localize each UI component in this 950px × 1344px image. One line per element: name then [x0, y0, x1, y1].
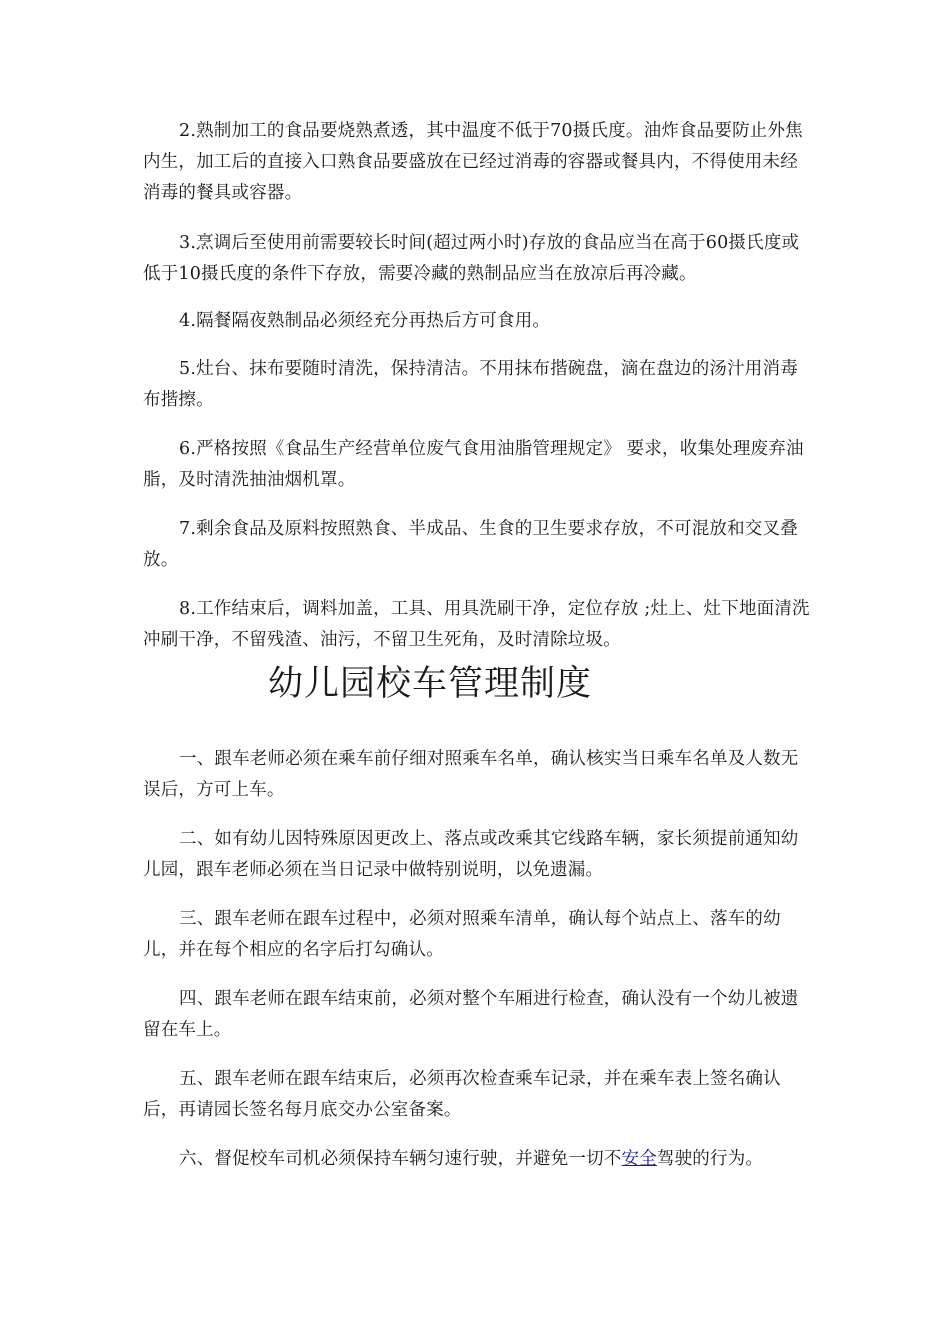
bus-rule-2: 二、如有幼儿因特殊原因更改上、落点或改乘其它线路车辆，家长须提前通知幼儿园，跟车老师必须在当日记录中做特别说明，以免遗漏。: [143, 829, 799, 880]
page-title: 幼儿园校车管理制度: [268, 664, 593, 704]
bus-rule-5: 五、跟车老师在跟车结束后，必须再次检查乘车记录，并在乘车表上签名确认后，再请园长签名每月底交办公室备案。: [143, 1069, 781, 1120]
rule-item-8: 8.工作结束后，调料加盖，工具、用具洗刷干净，定位存放 ;灶上、灶下地面清洗冲刷干净，不留残渣、油污，不留卫生死角，及时清除垃圾。: [143, 599, 810, 650]
rule-item-4: 4.隔餐隔夜熟制品必须经充分再热后方可食用。: [179, 311, 551, 331]
rule-item-3: 3.烹调后至使用前需要较长时间(超过两小时)存放的食品应当在高于60摄氏度或低于10摄氏度的条件下存放，需要冷藏的熟制品应当在放凉后再冷藏。: [143, 233, 800, 284]
bus-rule-3: 三、跟车老师在跟车过程中，必须对照乘车清单，确认每个站点上、落车的幼儿，并在每个相应的名字后打勾确认。: [143, 909, 781, 960]
bus-rule-4: 四、跟车老师在跟车结束前，必须对整个车厢进行检查，确认没有一个幼儿被遗留在车上。: [143, 989, 799, 1040]
bus-rule-1: 一、跟车老师必须在乘车前仔细对照乘车名单，确认核实当日乘车名单及人数无误后，方可上车。: [143, 749, 799, 800]
bus-rule-6-text-end: 驾驶的行为。: [656, 1149, 764, 1169]
bus-rule-6-text-start: 六、督促校车司机必须保持车辆匀速行驶，并避免一切不: [179, 1149, 622, 1169]
rule-item-5: 5.灶台、抹布要随时清洗，保持清洁。不用抹布揩碗盘，滴在盘边的汤汁用消毒布揩擦。: [143, 359, 798, 410]
bus-rule-6: [143, 1144, 813, 1175]
rule-item-7: 7.剩余食品及原料按照熟食、半成品、生食的卫生要求存放，不可混放和交叉叠放。: [143, 519, 798, 570]
rule-item-6: 6.严格按照《食品生产经营单位废气食用油脂管理规定》 要求，收集处理废弃油脂，及时清洗抽油烟机罩。: [143, 439, 804, 490]
safety-link[interactable]: 安全: [621, 1149, 657, 1169]
rule-item-2: 2.熟制加工的食品要烧熟煮透，其中温度不低于70摄氏度。油炸食品要防止外焦内生，加工后的直接入口熟食品要盛放在已经过消毒的容器或餐具内，不得使用未经消毒的餐具或容器。: [143, 121, 803, 203]
